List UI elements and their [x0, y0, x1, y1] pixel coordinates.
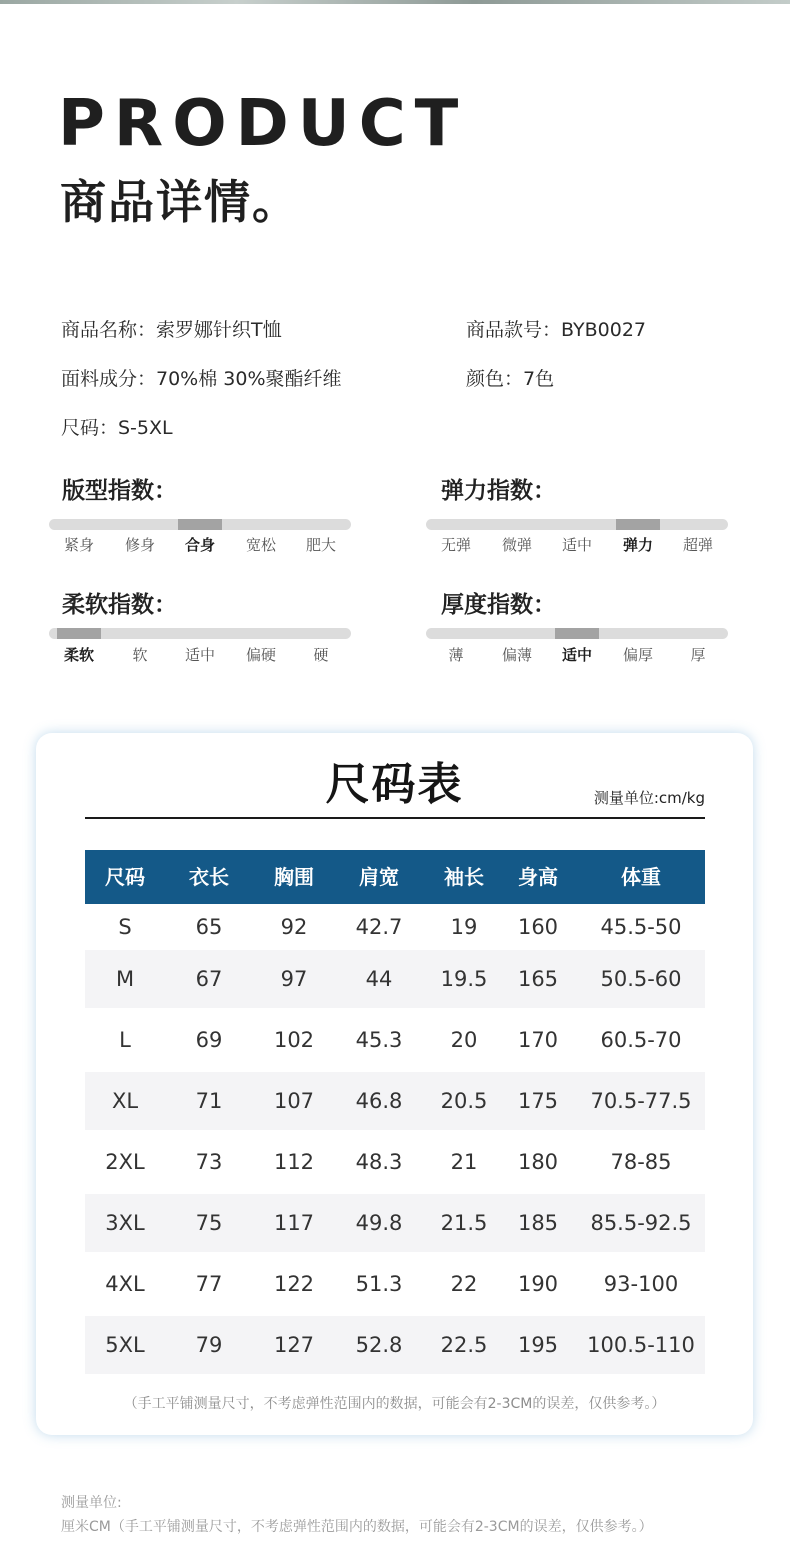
- table-cell: 19.5: [440, 967, 488, 991]
- table-cell: XL: [111, 1089, 139, 1113]
- column-header: 身高: [518, 865, 558, 889]
- table-cell: 2XL: [105, 1150, 145, 1174]
- table-cell: 75: [195, 1211, 223, 1235]
- fit-option: 修身: [124, 536, 155, 554]
- table-cell: 20: [450, 1028, 478, 1052]
- thickness-option: 薄: [448, 646, 464, 664]
- elasticity-option: 适中: [561, 536, 592, 554]
- thickness-option: 厚: [690, 646, 706, 664]
- fit-option: 紧身: [63, 536, 94, 554]
- product-code: 商品款号：BYB0027: [466, 319, 646, 341]
- table-cell: 78-85: [610, 1150, 672, 1174]
- thickness-option: 偏厚: [622, 646, 653, 664]
- table-cell: 52.8: [355, 1333, 403, 1357]
- table-cell: 60.5-70: [600, 1028, 682, 1052]
- elasticity-index-track: [426, 519, 728, 530]
- fit-index-marker: [178, 519, 222, 530]
- table-cell: 185: [517, 1211, 559, 1235]
- column-header: 胸围: [274, 865, 314, 889]
- table-cell: 79: [195, 1333, 223, 1357]
- table-cell: 67: [195, 967, 223, 991]
- table-row: [85, 1316, 705, 1374]
- fit-option: 宽松: [245, 536, 276, 554]
- softness-option: 柔软: [63, 646, 94, 664]
- size-chart-card: [36, 733, 753, 1435]
- table-cell: M: [115, 967, 135, 991]
- table-cell: L: [119, 1028, 131, 1052]
- table-row: [85, 1130, 705, 1194]
- softness-option: 偏硬: [245, 646, 276, 664]
- table-cell: 77: [195, 1272, 223, 1296]
- thickness-index-track: [426, 628, 728, 639]
- thickness-index-options: [426, 644, 728, 666]
- softness-option: 硬: [313, 646, 329, 664]
- table-cell: 71: [195, 1089, 223, 1113]
- table-cell: 19: [450, 915, 478, 939]
- table-cell: 73: [195, 1150, 223, 1174]
- top-decor-strip: [0, 0, 790, 4]
- thickness-option: 适中: [561, 646, 592, 664]
- table-cell: 51.3: [355, 1272, 403, 1296]
- elasticity-option: 微弹: [501, 536, 532, 554]
- fit-option: 肥大: [305, 536, 336, 554]
- column-header: 衣长: [189, 865, 229, 889]
- table-cell: 45.3: [355, 1028, 403, 1052]
- fit-index-track: [49, 519, 351, 530]
- table-cell: 175: [517, 1089, 559, 1113]
- table-cell: 127: [273, 1333, 315, 1357]
- table-cell: 21: [450, 1150, 478, 1174]
- product-name: 商品名称：索罗娜针织T恤: [61, 319, 282, 341]
- table-cell: 122: [273, 1272, 315, 1296]
- table-cell: 97: [280, 967, 308, 991]
- fit-index-options: [49, 534, 351, 556]
- footer-unit-label: 测量单位:: [61, 1495, 122, 1511]
- table-cell: 50.5-60: [600, 967, 682, 991]
- table-cell: 117: [273, 1211, 315, 1235]
- table-body: [85, 904, 705, 1374]
- page-title-cn: 商品详情。: [60, 175, 300, 229]
- softness-index-track: [49, 628, 351, 639]
- table-cell: 92: [280, 915, 308, 939]
- table-cell: 42.7: [355, 915, 403, 939]
- elasticity-index-title: 弹力指数：: [441, 478, 556, 504]
- fabric-composition: 面料成分：70%棉 30%聚酯纤维: [61, 368, 342, 390]
- table-cell: 65: [195, 915, 223, 939]
- softness-index-options: [49, 644, 351, 666]
- table-cell: 170: [517, 1028, 559, 1052]
- title-divider: [85, 817, 705, 819]
- table-row: [85, 950, 705, 1008]
- elasticity-index-options: [426, 534, 728, 556]
- table-cell: 46.8: [355, 1089, 403, 1113]
- thickness-option: 偏薄: [501, 646, 532, 664]
- table-cell: 48.3: [355, 1150, 403, 1174]
- table-cell: S: [118, 915, 132, 939]
- table-cell: 93-100: [603, 1272, 679, 1296]
- footer-unit-text: 厘米CM（手工平铺测量尺寸，不考虑弹性范围内的数据，可能会有2-3CM的误差，仅供参考。）: [61, 1519, 653, 1535]
- table-cell: 107: [273, 1089, 315, 1113]
- table-cell: 20.5: [440, 1089, 488, 1113]
- table-cell: 69: [195, 1028, 223, 1052]
- size-range: 尺码：S-5XL: [61, 417, 173, 439]
- table-cell: 70.5-77.5: [590, 1089, 692, 1113]
- table-cell: 4XL: [105, 1272, 145, 1296]
- table-cell: 49.8: [355, 1211, 403, 1235]
- table-cell: 44: [365, 967, 393, 991]
- table-cell: 21.5: [440, 1211, 488, 1235]
- column-header: 尺码: [105, 865, 145, 889]
- table-cell: 5XL: [105, 1333, 145, 1357]
- column-header: 袖长: [444, 865, 484, 889]
- table-cell: 160: [517, 915, 559, 939]
- softness-option: 适中: [184, 646, 215, 664]
- elasticity-option: 无弹: [440, 536, 471, 554]
- table-cell: 85.5-92.5: [590, 1211, 692, 1235]
- column-header: 体重: [621, 865, 661, 889]
- page-title-en: PRODUCT: [58, 87, 468, 161]
- table-cell: 100.5-110: [587, 1333, 695, 1357]
- table-row: [85, 1194, 705, 1252]
- softness-option: 软: [132, 646, 148, 664]
- table-cell: 180: [517, 1150, 559, 1174]
- table-row: [85, 1008, 705, 1072]
- table-cell: 102: [273, 1028, 315, 1052]
- table-cell: 195: [517, 1333, 559, 1357]
- table-row: [85, 1072, 705, 1130]
- size-table: [85, 850, 705, 1374]
- elasticity-option: 超弹: [682, 536, 713, 554]
- size-chart-title: 尺码表: [325, 759, 464, 810]
- table-cell: 112: [273, 1150, 315, 1174]
- column-header: 肩宽: [359, 865, 399, 889]
- measurement-unit: 测量单位:cm/kg: [593, 789, 705, 807]
- elasticity-option: 弹力: [622, 536, 653, 554]
- table-row: [85, 904, 705, 950]
- table-cell: 165: [517, 967, 559, 991]
- elasticity-index-marker: [616, 519, 660, 530]
- table-cell: 3XL: [105, 1211, 145, 1235]
- table-cell: 22: [450, 1272, 478, 1296]
- thickness-index-title: 厚度指数：: [441, 592, 556, 618]
- fit-option: 合身: [184, 536, 215, 554]
- thickness-index-marker: [555, 628, 599, 639]
- softness-index-marker: [57, 628, 101, 639]
- softness-index-title: 柔软指数：: [62, 592, 177, 618]
- table-header: [85, 850, 705, 904]
- table-cell: 190: [517, 1272, 559, 1296]
- size-chart-note: （手工平铺测量尺寸，不考虑弹性范围内的数据，可能会有2-3CM的误差，仅供参考。）: [123, 1396, 666, 1412]
- color-count: 颜色：7色: [466, 368, 555, 390]
- table-cell: 22.5: [440, 1333, 488, 1357]
- fit-index-title: 版型指数：: [62, 478, 177, 504]
- table-cell: 45.5-50: [600, 915, 682, 939]
- table-row: [85, 1252, 705, 1316]
